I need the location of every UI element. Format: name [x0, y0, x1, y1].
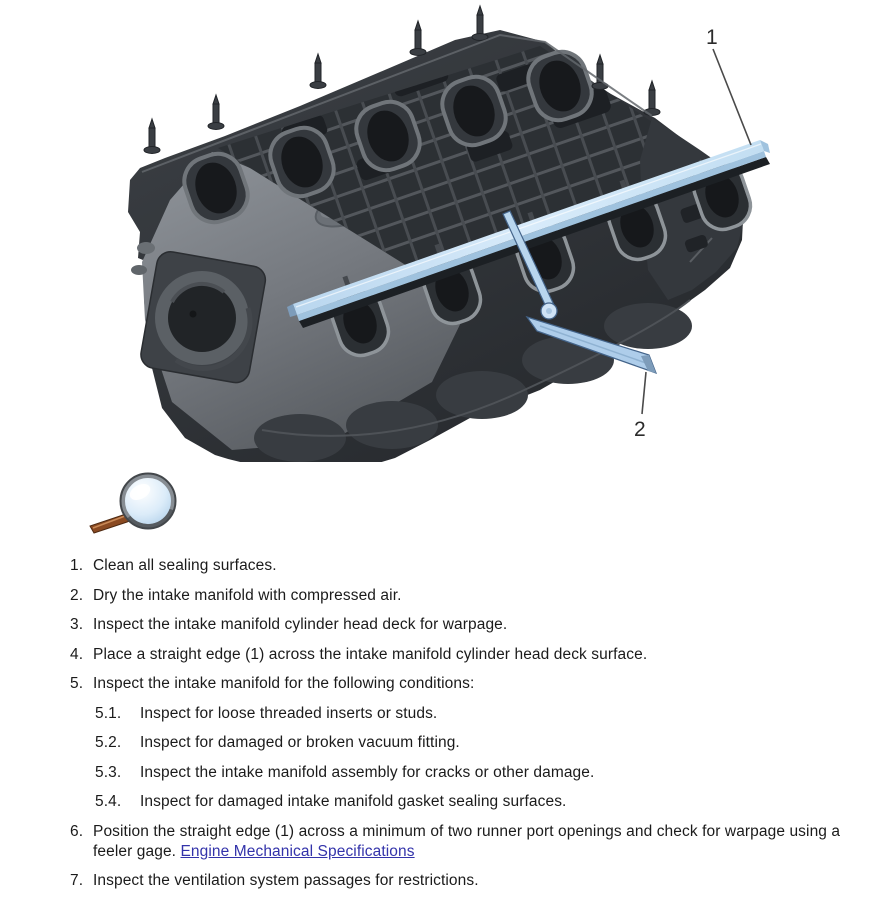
step-text: Inspect the ventilation system passages for restrictions. — [93, 872, 479, 889]
callout-2-label: 2 — [634, 418, 646, 441]
step-number: 5.2. — [95, 734, 122, 751]
step-text: Dry the intake manifold with compressed air. — [93, 586, 402, 604]
step-number: 6. — [70, 822, 84, 840]
step-text: Inspect the intake manifold cylinder head deck for warpage. — [93, 616, 508, 633]
callout-1 — [706, 26, 751, 145]
step-text — [93, 822, 883, 862]
procedure-step-6 — [70, 822, 886, 862]
procedure-step-5-3 — [95, 763, 886, 783]
step-text-body: Position the straight edge (1) across a minimum of two runner port openings and check for warpage using a feeler gage. — [93, 822, 841, 860]
engine-mechanical-specifications-link[interactable]: Engine Mechanical Specifications — [180, 842, 415, 860]
procedure-step-5 — [70, 674, 886, 694]
step-number: 3. — [70, 616, 84, 633]
callout-1-label: 1 — [706, 26, 718, 49]
step-number: 4. — [70, 645, 84, 663]
step-number: 5.3. — [95, 763, 122, 781]
procedure-list — [0, 556, 886, 901]
step-text: Inspect the intake manifold for the following conditions: — [93, 675, 475, 692]
magnifier-handle — [90, 514, 130, 533]
procedure-step-3 — [70, 615, 886, 635]
procedure-step-5-2 — [95, 733, 886, 753]
magnifier-lens — [121, 474, 176, 529]
step-number: 5. — [70, 675, 84, 692]
callout-2 — [634, 372, 646, 441]
callout-1-leader — [713, 49, 751, 145]
step-number: 5.1. — [95, 704, 122, 722]
step-text: Place a straight edge (1) across the intake manifold cylinder head deck surface. — [93, 645, 648, 663]
step-text: Inspect for loose threaded inserts or studs. — [140, 704, 438, 722]
procedure-step-4 — [70, 645, 886, 665]
step-number: 1. — [70, 557, 84, 574]
step-number: 7. — [70, 872, 84, 889]
procedure-step-5-4 — [95, 792, 886, 812]
step-text: Inspect the intake manifold assembly for cracks or other damage. — [140, 763, 595, 781]
step-text: Inspect for damaged intake manifold gasket sealing surfaces. — [140, 793, 567, 810]
step-text: Clean all sealing surfaces. — [93, 557, 277, 574]
procedure-step-2 — [70, 586, 886, 606]
magnifier-icon — [86, 462, 196, 540]
procedure-step-5-1 — [95, 704, 886, 724]
step-number: 2. — [70, 586, 84, 604]
procedure-step-7 — [70, 871, 886, 891]
step-text: Inspect for damaged or broken vacuum fitting. — [140, 734, 460, 751]
procedure-step-1 — [70, 556, 886, 576]
callout-2-leader — [642, 372, 646, 414]
step-number: 5.4. — [95, 793, 122, 810]
